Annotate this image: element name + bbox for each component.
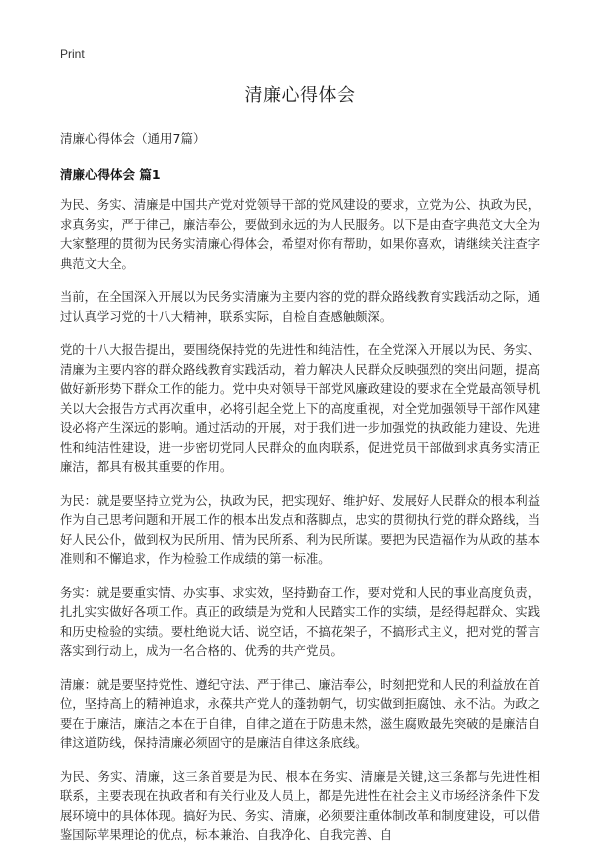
paragraph: 清廉：就是要坚持党性、遵纪守法、严于律己、廉洁奉公，时刻把党和人民的利益放在首位，坚持高上的精神追求，永葆共产党人的蓬勃朝气，切实做到拒腐蚀、永不沾。为政之要在于廉洁，廉洁之本在于自律，自律之道在于防患未然，滋生腐败最先突破的是廉洁自律这道防线，保持清廉必须固守的是廉洁自律这条底线。 <box>60 677 540 750</box>
document-title: 清廉心得体会 <box>244 85 356 106</box>
paragraph: 为民、务实、清廉是中国共产党对党领导干部的党风建设的要求，立党为公、执政为民，求真务实，严于律己，廉洁奉公，要做到永远的为人民服务。以下是由查字典范文大全为大家整理的贯彻为民务实清廉心得体会，希望对你有帮助，如果你喜欢，请继续关注查字典范文大全。 <box>60 198 540 271</box>
paragraph: 党的十八大报告提出，要围绕保持党的先进性和纯洁性，在全党深入开展以为民、务实、清廉为主要内容的群众路线教育实践活动，着力解决人民群众反映强烈的突出问题，提高做好新形势下群众工作的能力。党中央对领导干部党风廉政建设的要求在全党最高领导机关以大会报告方式再次重申，必将引起全党上下的高度重视，对全党加强领导干部作风建设必将产生深远的影响。通过活动的开展，对于我们进一步加强党的执政能力建设、先进性和纯洁性建设，进一步密切党同人民群众的血肉联系，促进党员干部做到求真务实清正廉洁，都具有极其重要的作用。 <box>60 343 540 474</box>
section-heading: 清廉心得体会 篇1 <box>60 167 161 182</box>
paragraph: 为民：就是要坚持立党为公，执政为民，把实现好、维护好、发展好人民群众的根本利益作为自己思考问题和开展工作的根本出发点和落脚点，忠实的贯彻执行党的群众路线，当好人民公仆，做到权为民所用、情为民所系、利为民所谋。要把为民造福作为从政的基本准则和不懈追求，作为检验工作成绩的第一标准。 <box>60 493 540 566</box>
paragraph: 务实：就是要重实情、办实事、求实效，坚持勤奋工作，要对党和人民的事业高度负责，扎扎实实做好各项工作。真正的政绩是为党和人民踏实工作的实绩，是经得起群众、实践和历史检验的实绩。要杜绝说大话、说空话，不搞花架子，不搞形式主义，把对党的誓言落实到行动上，成为一名合格的、优秀的共产党员。 <box>60 585 540 658</box>
paragraph: 为民、务实、清廉，这三条首要是为民、根本在务实、清廉是关键,这三条都与先进性相联系，主要表现在执政者和有关行业及人员上，都是先进性在社会主义市场经济条件下发展环境中的具体体现。搞好为民、务实、清廉，必须要注重体制改革和制度建设，可以借鉴国际苹果理论的优点，标本兼治、自我净化、自我完善、自 <box>60 769 540 842</box>
document-subtitle: 清廉心得体会（通用7篇） <box>60 131 206 146</box>
print-link[interactable]: Print <box>60 47 85 61</box>
paragraph: 当前，在全国深入开展以为民务实清廉为主要内容的党的群众路线教育实践活动之际，通过认真学习党的十八大精神，联系实际，自检自查感触颇深。 <box>60 290 540 324</box>
